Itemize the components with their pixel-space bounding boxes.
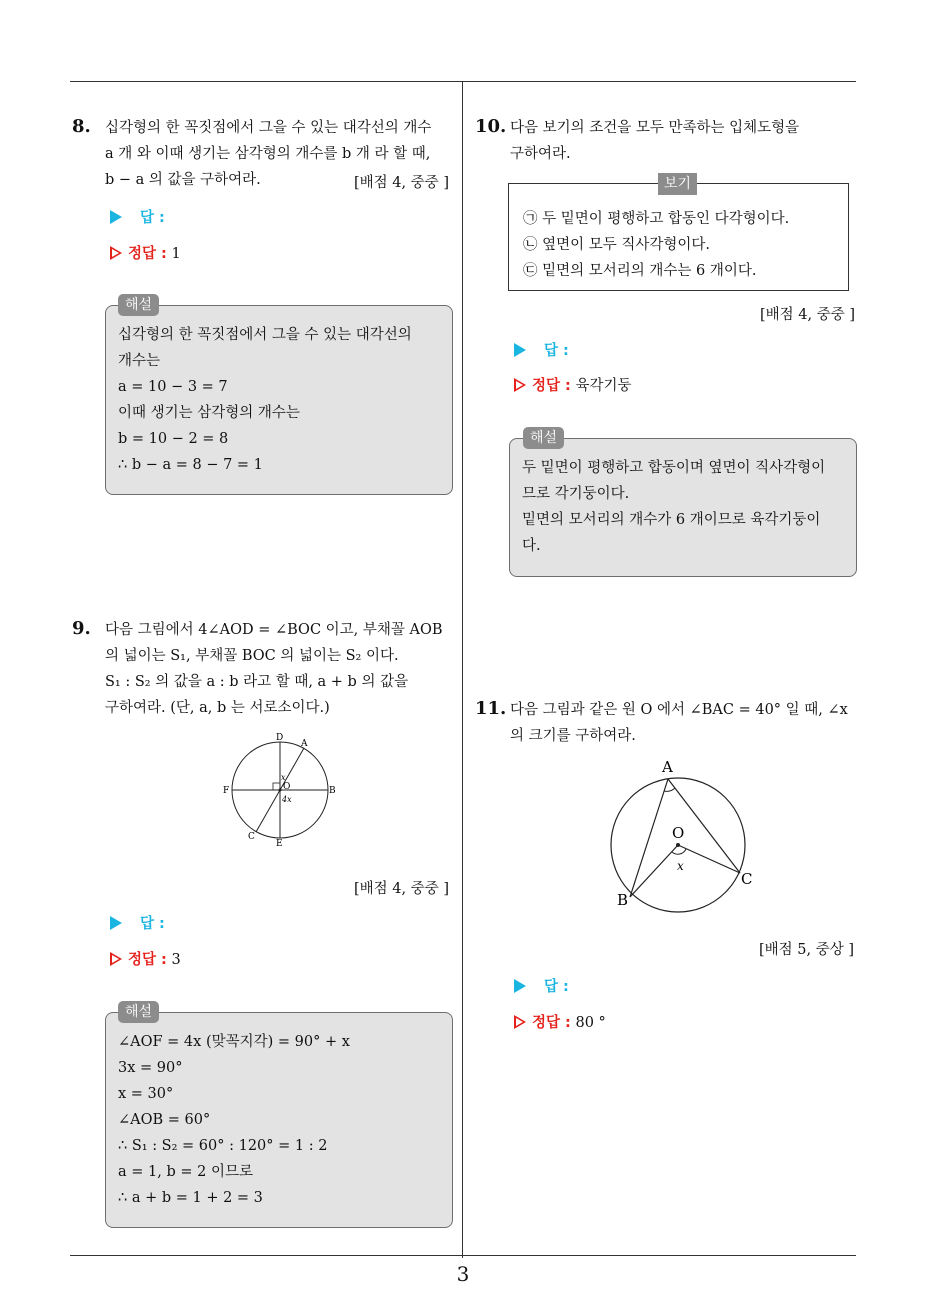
solution-line: 십각형의 한 꼭짓점에서 그을 수 있는 대각선의 xyxy=(118,327,412,343)
label-o: O xyxy=(672,824,685,842)
correct-label: 정답 : xyxy=(128,952,167,968)
solution-box xyxy=(509,438,857,577)
bogi-line: ㉢ 밑면의 모서리의 개수는 6 개이다. xyxy=(523,263,757,279)
chord-ab xyxy=(630,779,668,897)
outline-triangle-icon xyxy=(110,952,122,966)
label-x: x xyxy=(677,859,684,873)
label-a: A xyxy=(662,758,673,776)
question-number: 11. xyxy=(475,698,507,719)
footer-rule xyxy=(70,1255,856,1256)
correct-value: 1 xyxy=(171,246,181,262)
outline-triangle-icon xyxy=(110,246,122,260)
label-c: C xyxy=(741,870,753,888)
correct-label: 정답 : xyxy=(532,378,571,394)
solution-line: 다. xyxy=(522,538,541,554)
answer-label: 답 : xyxy=(544,979,569,995)
play-triangle-icon xyxy=(110,916,122,930)
correct-label: 정답 : xyxy=(532,1015,571,1031)
solution-line: 밑면의 모서리의 개수가 6 개이므로 육각기둥이 xyxy=(522,512,821,528)
answer-row xyxy=(514,339,569,360)
solution-line: 이때 생기는 삼각형의 개수는 xyxy=(118,405,300,421)
play-triangle-icon xyxy=(514,343,526,357)
answer-row xyxy=(110,206,165,227)
inscribed-angle-figure xyxy=(600,755,770,915)
correct-answer-row xyxy=(110,242,181,263)
correct-label: 정답 : xyxy=(128,246,167,262)
solution-line: 므로 각기둥이다. xyxy=(522,486,630,502)
correct-answer-row xyxy=(110,948,181,969)
bogi-line: ㉡ 옆면이 모두 직사각형이다. xyxy=(523,237,711,253)
circle-sector-figure xyxy=(215,728,345,853)
center-point xyxy=(279,789,282,792)
bogi-line: ㉠ 두 밑면이 평행하고 합동인 다각형이다. xyxy=(523,211,790,227)
angle-a-arc xyxy=(664,788,675,791)
answer-label: 답 : xyxy=(544,343,569,359)
solution-tag: 해설 xyxy=(523,427,564,449)
question-text xyxy=(510,115,799,167)
question-line: 의 넓이는 S₁, 부채꼴 BOC 의 넓이는 S₂ 이다. xyxy=(105,648,399,664)
bogi-box xyxy=(508,183,849,291)
question-line: 십각형의 한 꼭짓점에서 그을 수 있는 대각선의 개수 xyxy=(105,120,432,136)
question-line: 구하여라. (단, a, b 는 서로소이다.) xyxy=(105,700,330,716)
solution-line: 두 밑면이 평행하고 합동이며 옆면이 직사각형이 xyxy=(522,460,826,476)
score-label: [배점 5, 중상 ] xyxy=(759,942,855,958)
question-number: 9. xyxy=(72,618,91,639)
solution-line: x = 30° xyxy=(118,1086,174,1102)
outline-triangle-icon xyxy=(514,1015,526,1029)
bogi-tag: 보기 xyxy=(658,173,697,195)
solution-line: 개수는 xyxy=(118,353,161,369)
score-label: [배점 4, 중중 ] xyxy=(354,175,450,191)
answer-label: 답 : xyxy=(140,916,165,932)
solution-line: ∠AOB = 60° xyxy=(118,1112,211,1128)
column-divider xyxy=(462,82,463,1258)
question-line: 다음 그림에서 4∠AOD = ∠BOC 이고, 부채꼴 AOB xyxy=(105,622,443,638)
solution-box xyxy=(105,1012,453,1228)
solution-line: ∴ b − a = 8 − 7 = 1 xyxy=(118,457,263,473)
label-b: B xyxy=(329,786,336,796)
question-number: 8. xyxy=(72,116,91,137)
score-label: [배점 4, 중중 ] xyxy=(760,307,856,323)
label-4x: 4x xyxy=(282,795,292,804)
correct-answer-row xyxy=(514,1011,606,1032)
solution-tag: 해설 xyxy=(118,1001,159,1023)
score-label: [배점 4, 중중 ] xyxy=(354,881,450,897)
solution-line: a = 10 − 3 = 7 xyxy=(118,379,228,395)
page-number: 3 xyxy=(456,1262,470,1286)
answer-row xyxy=(110,912,165,933)
label-d: D xyxy=(276,733,284,743)
label-c: C xyxy=(248,832,255,842)
label-a: A xyxy=(301,739,308,749)
label-o: O xyxy=(283,782,291,792)
correct-answer-row xyxy=(514,374,632,395)
question-number: 10. xyxy=(475,116,507,137)
radius-ob xyxy=(630,845,678,897)
header-rule xyxy=(70,81,856,82)
solution-line: 3x = 90° xyxy=(118,1060,183,1076)
question-text xyxy=(105,617,443,721)
solution-box xyxy=(105,305,453,495)
correct-value: 80 ° xyxy=(575,1015,606,1031)
question-line: S₁ : S₂ 의 값을 a : b 라고 할 때, a + b 의 값을 xyxy=(105,674,409,690)
answer-row xyxy=(514,975,569,996)
label-e: E xyxy=(276,839,283,849)
question-line: 다음 보기의 조건을 모두 만족하는 입체도형을 xyxy=(510,120,800,136)
center-point xyxy=(676,843,680,847)
label-b: B xyxy=(617,891,629,909)
solution-line: ∠AOF = 4x (맞꼭지각) = 90° + x xyxy=(118,1034,350,1050)
question-line: a 개 와 이때 생기는 삼각형의 개수를 b 개 라 할 때, xyxy=(105,146,431,162)
question-line: b − a 의 값을 구하여라. xyxy=(105,172,261,188)
solution-line: ∴ a + b = 1 + 2 = 3 xyxy=(118,1190,263,1206)
solution-line: ∴ S₁ : S₂ = 60° : 120° = 1 : 2 xyxy=(118,1138,328,1154)
question-line: 구하여라. xyxy=(510,146,571,162)
solution-line: a = 1, b = 2 이므로 xyxy=(118,1164,253,1180)
correct-value: 3 xyxy=(171,952,181,968)
play-triangle-icon xyxy=(110,210,122,224)
radius-oc xyxy=(678,845,740,873)
question-text xyxy=(510,697,848,749)
question-line: 다음 그림과 같은 원 O 에서 ∠BAC = 40° 일 때, ∠x xyxy=(510,702,848,718)
play-triangle-icon xyxy=(514,979,526,993)
correct-value: 육각기둥 xyxy=(575,378,632,394)
answer-label: 답 : xyxy=(140,210,165,226)
outline-triangle-icon xyxy=(514,378,526,392)
solution-line: b = 10 − 2 = 8 xyxy=(118,431,229,447)
label-f: F xyxy=(223,786,230,796)
question-line: 의 크기를 구하여라. xyxy=(510,728,636,744)
solution-tag: 해설 xyxy=(118,294,159,316)
label-x: x xyxy=(281,773,286,782)
